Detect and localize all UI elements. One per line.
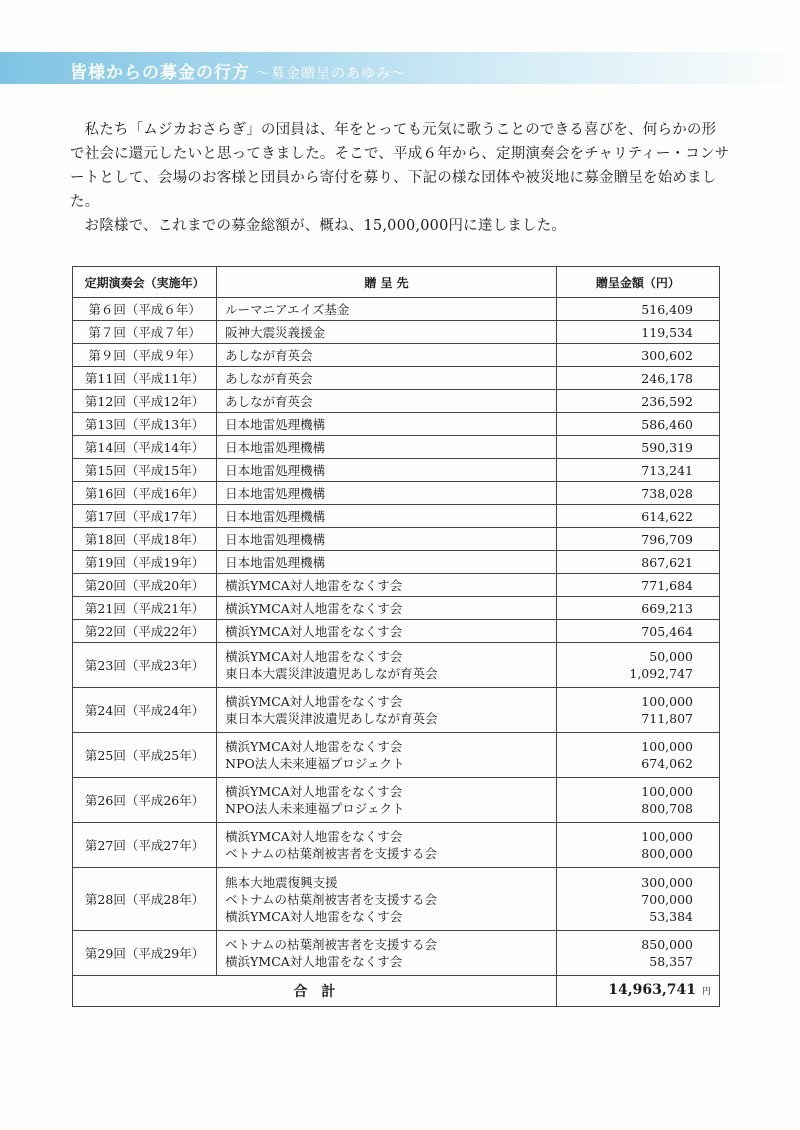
event-cell: 第25回（平成25年）: [73, 733, 217, 778]
amount-value: 705,464: [641, 623, 693, 639]
event-cell: 第11回（平成11年）: [73, 367, 217, 390]
recipient-cell: [217, 390, 557, 413]
amount-value: 669,213: [641, 600, 693, 616]
recipient-cell: [217, 482, 557, 505]
recipient-name: 日本地雷処理機構: [225, 416, 326, 432]
recipient-cell: [217, 931, 557, 976]
amount-value: 867,621: [641, 554, 693, 570]
table-row: [73, 321, 720, 344]
total-label: 合 計: [73, 976, 557, 1007]
amount-value: 53,384: [649, 908, 693, 924]
total-row: [73, 976, 720, 1007]
amount-cell: [556, 367, 719, 390]
amount-value: 100,000: [641, 739, 693, 754]
recipient-cell: [217, 620, 557, 643]
table-row: [73, 643, 720, 688]
table-row: [73, 823, 720, 868]
amount-cell: [556, 390, 719, 413]
amount-value: 713,241: [641, 462, 693, 478]
recipient-cell: [217, 733, 557, 778]
intro-text: [70, 118, 730, 238]
recipient-name: ルーマニアエイズ基金: [225, 301, 350, 317]
table-row: [73, 528, 720, 551]
recipient-name: 横浜YMCA対人地雷をなくす会: [225, 649, 403, 664]
amount-value: 1,092,747: [629, 666, 693, 681]
total-amount: 14,963,741: [608, 981, 696, 998]
table-row: [73, 733, 720, 778]
amount-value: 50,000: [649, 649, 693, 664]
recipient-name: 日本地雷処理機構: [225, 554, 326, 570]
recipient-name: あしなが育英会: [225, 393, 313, 409]
recipient-cell: [217, 823, 557, 868]
title-subtitle: 〜募金贈呈のあゆみ〜: [256, 66, 406, 82]
event-cell: 第19回（平成19年）: [73, 551, 217, 574]
table-body: [73, 298, 720, 976]
recipient-name: 東日本大震災津波遺児あしなが育英会: [225, 711, 438, 726]
amount-cell: [556, 505, 719, 528]
amount-cell: [556, 733, 719, 778]
amount-value: 236,592: [641, 393, 693, 409]
amount-value: 738,028: [641, 485, 693, 501]
table-row: [73, 482, 720, 505]
amount-cell: [556, 344, 719, 367]
recipient-cell: [217, 574, 557, 597]
table-row: [73, 597, 720, 620]
recipient-name: 横浜YMCA対人地雷をなくす会: [225, 784, 403, 799]
recipient-name: 日本地雷処理機構: [225, 531, 326, 547]
amount-cell: [556, 413, 719, 436]
recipient-name: 日本地雷処理機構: [225, 462, 326, 478]
event-cell: 第７回（平成７年）: [73, 321, 217, 344]
header-amount: 贈呈金額（円）: [556, 267, 719, 298]
table-row: [73, 459, 720, 482]
recipient-cell: [217, 436, 557, 459]
amount-value: 850,000: [641, 937, 693, 952]
recipient-cell: [217, 597, 557, 620]
donation-table: [72, 266, 720, 1007]
amount-cell: [556, 643, 719, 688]
recipient-name: 横浜YMCA対人地雷をなくす会: [225, 600, 403, 616]
amount-cell: [556, 459, 719, 482]
event-cell: 第21回（平成21年）: [73, 597, 217, 620]
amount-value: 100,000: [641, 784, 693, 799]
recipient-cell: [217, 344, 557, 367]
recipient-name: 東日本大震災津波遺児あしなが育英会: [225, 666, 438, 681]
recipient-name: あしなが育英会: [225, 347, 313, 363]
table-row: [73, 778, 720, 823]
event-cell: 第９回（平成９年）: [73, 344, 217, 367]
recipient-name: ベトナムの枯葉剤被害者を支援する会: [225, 846, 438, 861]
recipient-name: 横浜YMCA対人地雷をなくす会: [225, 954, 403, 969]
amount-value: 800,708: [641, 801, 693, 816]
event-cell: 第27回（平成27年）: [73, 823, 217, 868]
table-row: [73, 931, 720, 976]
amount-value: 796,709: [641, 531, 693, 547]
recipient-cell: [217, 459, 557, 482]
amount-cell: [556, 620, 719, 643]
amount-value: 674,062: [641, 756, 693, 771]
table-header-row: [73, 267, 720, 298]
amount-value: 516,409: [641, 301, 693, 317]
recipient-name: 横浜YMCA対人地雷をなくす会: [225, 623, 403, 639]
table-row: [73, 344, 720, 367]
event-cell: 第24回（平成24年）: [73, 688, 217, 733]
amount-value: 246,178: [641, 370, 693, 386]
recipient-name: ベトナムの枯葉剤被害者を支援する会: [225, 937, 438, 952]
intro-paragraph-1: 私たち「ムジカおさらぎ」の団員は、年をとっても元気に歌うことのできる喜びを、何らかの形で社会に還元したいと思ってきました。そこで、平成６年から、定期演奏会をチャリティー・コンサートとして、会場のお客様と団員から寄付を募り、下記の様な団体や被災地に募金贈呈を始めました。: [70, 122, 730, 210]
recipient-cell: [217, 688, 557, 733]
recipient-name: 横浜YMCA対人地雷をなくす会: [225, 577, 403, 593]
event-cell: 第13回（平成13年）: [73, 413, 217, 436]
recipient-name: 日本地雷処理機構: [225, 439, 326, 455]
recipient-name: 日本地雷処理機構: [225, 485, 326, 501]
table-row: [73, 620, 720, 643]
event-cell: 第15回（平成15年）: [73, 459, 217, 482]
amount-value: 800,000: [641, 846, 693, 861]
recipient-cell: [217, 868, 557, 931]
table-row: [73, 298, 720, 321]
amount-value: 711,807: [641, 711, 693, 726]
recipient-cell: [217, 413, 557, 436]
event-cell: 第26回（平成26年）: [73, 778, 217, 823]
title-main: 皆様からの募金の行方: [70, 63, 250, 83]
amount-cell: [556, 574, 719, 597]
table-row: [73, 574, 720, 597]
amount-cell: [556, 436, 719, 459]
amount-cell: [556, 482, 719, 505]
recipient-name: NPO法人未来連福プロジェクト: [225, 801, 405, 816]
amount-cell: [556, 778, 719, 823]
event-cell: 第16回（平成16年）: [73, 482, 217, 505]
table-row: [73, 551, 720, 574]
table-row: [73, 868, 720, 931]
amount-value: 614,622: [641, 508, 693, 524]
amount-value: 119,534: [641, 324, 693, 340]
recipient-name: NPO法人未来連福プロジェクト: [225, 756, 405, 771]
table-row: [73, 413, 720, 436]
event-cell: 第28回（平成28年）: [73, 868, 217, 931]
amount-value: 771,684: [641, 577, 693, 593]
amount-cell: [556, 823, 719, 868]
event-cell: 第23回（平成23年）: [73, 643, 217, 688]
amount-cell: [556, 868, 719, 931]
amount-value: 300,602: [641, 347, 693, 363]
recipient-name: 横浜YMCA対人地雷をなくす会: [225, 908, 403, 924]
recipient-name: ベトナムの枯葉剤被害者を支援する会: [225, 891, 438, 907]
amount-value: 300,000: [641, 874, 693, 890]
amount-cell: [556, 321, 719, 344]
recipient-name: 阪神大震災義援金: [225, 324, 326, 340]
event-cell: 第22回（平成22年）: [73, 620, 217, 643]
amount-cell: [556, 931, 719, 976]
table-row: [73, 436, 720, 459]
recipient-name: 横浜YMCA対人地雷をなくす会: [225, 694, 403, 709]
recipient-name: 横浜YMCA対人地雷をなくす会: [225, 739, 403, 754]
amount-cell: [556, 298, 719, 321]
recipient-cell: [217, 551, 557, 574]
recipient-cell: [217, 643, 557, 688]
total-unit: 円: [701, 986, 711, 997]
recipient-cell: [217, 321, 557, 344]
page-title: [70, 58, 406, 83]
recipient-name: 横浜YMCA対人地雷をなくす会: [225, 829, 403, 844]
intro-paragraph-2: お陰様で、これまでの募金総額が、概ね、15,000,000円に達しました。: [84, 218, 567, 234]
amount-cell: [556, 688, 719, 733]
amount-value: 58,357: [649, 954, 693, 969]
amount-value: 100,000: [641, 829, 693, 844]
amount-value: 586,460: [641, 416, 693, 432]
table-row: [73, 367, 720, 390]
event-cell: 第12回（平成12年）: [73, 390, 217, 413]
amount-cell: [556, 551, 719, 574]
recipient-name: 熊本大地震復興支援: [225, 874, 338, 890]
total-amount-cell: [556, 976, 719, 1007]
recipient-cell: [217, 367, 557, 390]
recipient-cell: [217, 505, 557, 528]
amount-value: 590,319: [641, 439, 693, 455]
event-cell: 第14回（平成14年）: [73, 436, 217, 459]
table-row: [73, 390, 720, 413]
table-row: [73, 505, 720, 528]
event-cell: 第29回（平成29年）: [73, 931, 217, 976]
amount-cell: [556, 528, 719, 551]
amount-value: 100,000: [641, 694, 693, 709]
header-event: 定期演奏会（実施年）: [73, 267, 217, 298]
recipient-cell: [217, 778, 557, 823]
event-cell: 第17回（平成17年）: [73, 505, 217, 528]
amount-cell: [556, 597, 719, 620]
recipient-cell: [217, 298, 557, 321]
table-row: [73, 688, 720, 733]
amount-value: 700,000: [641, 891, 693, 907]
event-cell: 第20回（平成20年）: [73, 574, 217, 597]
recipient-name: あしなが育英会: [225, 370, 313, 386]
event-cell: 第18回（平成18年）: [73, 528, 217, 551]
recipient-name: 日本地雷処理機構: [225, 508, 326, 524]
event-cell: 第６回（平成６年）: [73, 298, 217, 321]
recipient-cell: [217, 528, 557, 551]
header-recipient: 贈 呈 先: [217, 267, 557, 298]
